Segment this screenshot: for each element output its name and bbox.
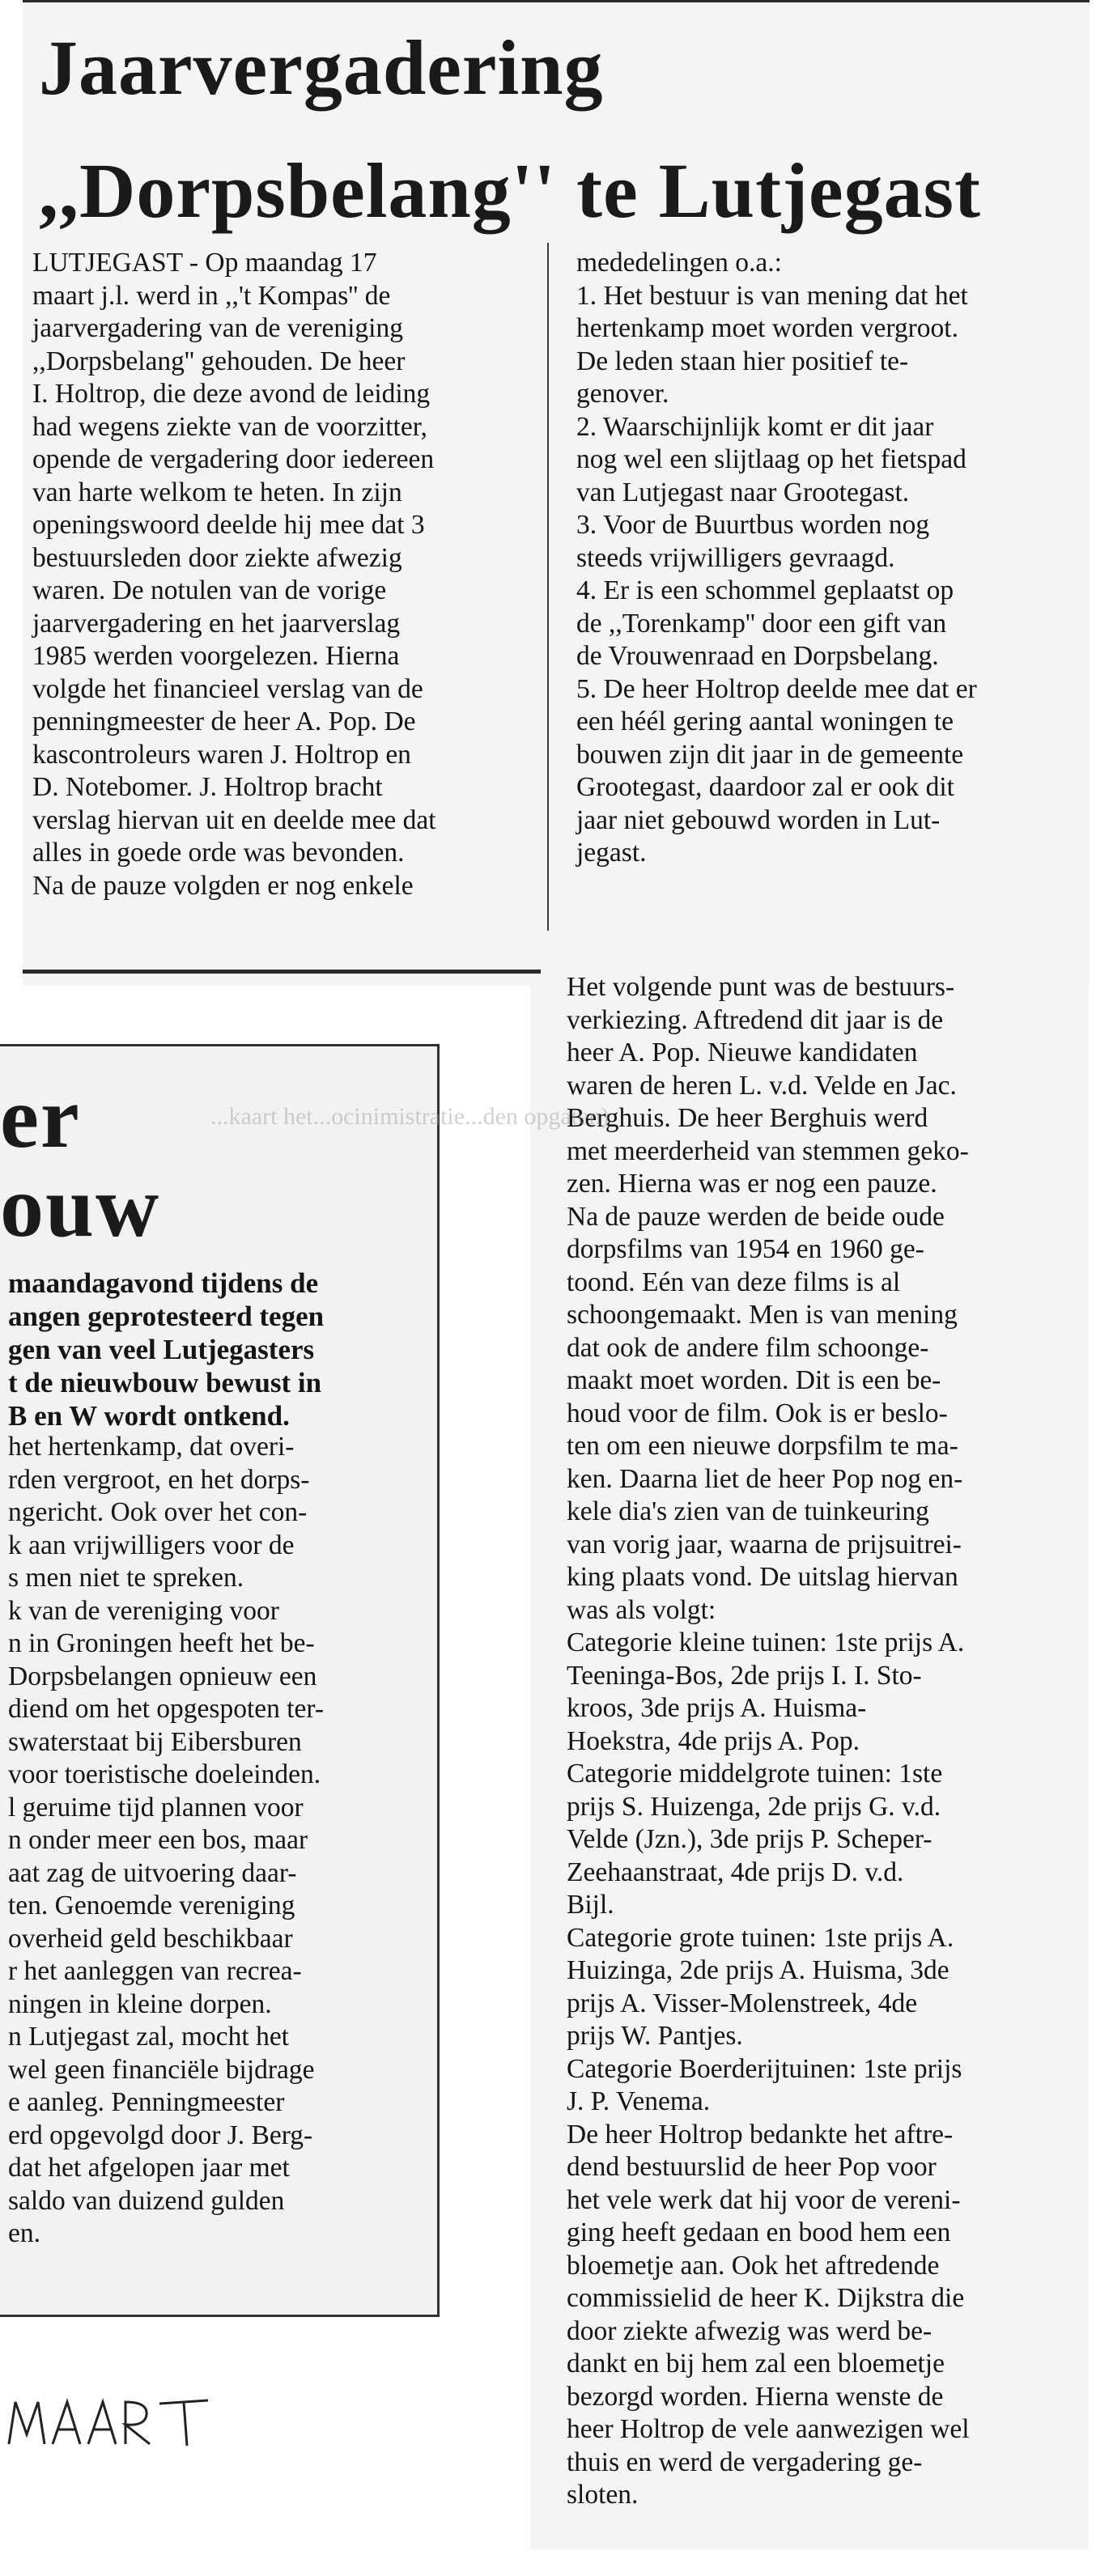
bleed-through-line: ...ocinimistratie: [312, 1103, 465, 1130]
article-text-line: was als volgt:: [567, 1594, 716, 1625]
article-text-line: genover.: [576, 379, 669, 409]
article-text-line: king plaats vond. De uitslag hiervan: [567, 1562, 958, 1592]
article-text-line: dankt en bij hem zal een bloemetje: [567, 2349, 945, 2379]
second-article-text-line: n onder meer een bos, maar: [8, 1825, 308, 1855]
article-text-line: waren de heren L. v.d. Velde en Jac.: [567, 1070, 957, 1101]
second-article-body: [8, 1431, 429, 2251]
article-text-line: jegast.: [576, 838, 647, 868]
article-text-line: openingswoord deelde hij mee dat 3: [32, 510, 425, 540]
article-text-line: door ziekte afwezig was werd be-: [567, 2315, 932, 2346]
second-article-text-line: k aan vrijwilligers voor de: [8, 1530, 295, 1560]
article-text-line: Grootegast, daardoor zal er ook dit: [576, 772, 954, 802]
article-text-line: Categorie Boerderijtuinen: 1ste prijs: [567, 2053, 962, 2084]
article-text-line: dat ook de andere film schoonge-: [567, 1332, 929, 1363]
article-text-line: De heer Holtrop bedankte het aftre-: [567, 2119, 954, 2149]
article-text-line: Teeninga-Bos, 2de prijs I. I. Sto-: [567, 1660, 922, 1691]
article-text-line: heer Holtrop de vele aanwezigen wel: [567, 2414, 970, 2444]
article-text-line: een héél gering aantal woningen te: [576, 707, 954, 736]
article-text-line: ten om een nieuwe dorpsfilm te ma-: [567, 1431, 958, 1461]
article-text-line: van harte welkom te heten. In zijn: [32, 477, 402, 507]
article-text-line: toond. Eén van deze films is al: [567, 1267, 901, 1297]
article-text-line: bloemetje aan. Ook het aftredende: [567, 2250, 940, 2281]
article-text-line: 4. Er is een schommel geplaatst op: [576, 575, 954, 605]
article-text-line: houd voor de film. Ook is er beslo-: [567, 1398, 948, 1428]
second-article-text-line: ngericht. Ook over het con-: [8, 1497, 308, 1527]
second-article-text-line: Dorpsbelangen opnieuw een: [8, 1661, 317, 1691]
article-text-line: Hoekstra, 4de prijs A. Pop.: [567, 1725, 860, 1756]
article-text-line: de ,,Torenkamp'' door een gift van: [576, 608, 947, 639]
second-article-text-line: n Lutjegast zal, mocht het: [8, 2022, 289, 2052]
second-article-text-line: r het aanleggen van recrea-: [8, 1956, 302, 1986]
second-article-text-line: s men niet te spreken.: [8, 1563, 244, 1593]
bleed-through-line: ...kaart het: [210, 1103, 313, 1130]
article-text-line: commissielid de heer K. Dijkstra die: [567, 2283, 965, 2313]
second-article-text-line: swaterstaat bij Eibersburen: [8, 1726, 302, 1757]
column-divider: [547, 243, 549, 931]
second-article-text-line: diend om het opgespoten ter-: [8, 1694, 325, 1724]
article-text-line: hertenkamp moet worden vergroot.: [576, 313, 958, 343]
article-text-line: kele dia's zien van de tuinkeuring: [567, 1496, 929, 1526]
second-article-text-line: wel geen financiële bijdrage: [8, 2054, 315, 2085]
article-column-3: [567, 971, 1068, 2512]
article-text-line: kroos, 3de prijs A. Huisma-: [567, 1693, 867, 1723]
article-text-line: maart j.l. werd in ,,'t Kompas'' de: [32, 280, 391, 311]
article-text-line: opende de vergadering door iedereen: [32, 444, 435, 474]
article-text-line: Bijl.: [567, 1890, 614, 1920]
article-text-line: van Lutjegast naar Grootegast.: [576, 477, 910, 507]
second-article-head-line-1: er: [0, 1070, 81, 1166]
bleed-through-line: ...den opgaten): [465, 1103, 610, 1130]
article-text-line: prijs S. Huizenga, 2de prijs G. v.d.: [567, 1791, 941, 1822]
article-text-line: dorpsfilms van 1954 en 1960 ge-: [567, 1234, 924, 1264]
second-article-text-line: saldo van duizend gulden: [8, 2185, 285, 2216]
article-text-line: Berghuis. De heer Berghuis werd: [567, 1103, 928, 1133]
article-text-line: het vele werk dat hij voor de vereni-: [567, 2184, 961, 2215]
second-article-lead-line: gen van veel Lutjegasters: [8, 1334, 315, 1365]
article-text-line: Categorie kleine tuinen: 1ste prijs A.: [567, 1628, 965, 1657]
article-text-line: van vorig jaar, waarna de prijsuitrei-: [567, 1529, 962, 1560]
article-text-line: maakt moet worden. Dit is een be-: [567, 1365, 941, 1395]
second-article-lead-line: maandagavond tijdens de: [8, 1267, 319, 1299]
article-text-line: nog wel een slijtlaag op het fietspad: [576, 444, 966, 474]
handwritten-stroke-icon: [4, 2387, 231, 2452]
article-text-line: Na de pauze volgden er nog enkele: [32, 870, 414, 901]
article-text-line: bouwen zijn dit jaar in de gemeente: [576, 739, 964, 770]
second-article-text-line: dat het afgelopen jaar met: [8, 2153, 290, 2183]
article-text-line: 1985 werden voorgelezen. Hierna: [32, 641, 400, 671]
second-article-text-line: k van de vereniging voor: [8, 1595, 279, 1626]
column-end-rule: [23, 970, 541, 974]
bleed-through-text: [210, 1101, 609, 1133]
second-article-text-line: l geruime tijd plannen voor: [8, 1792, 304, 1823]
article-text-line: verslag hiervan uit en deelde mee dat: [32, 804, 436, 835]
article-column-1: [32, 247, 534, 902]
article-text-line: jaarvergadering en het jaarverslag: [32, 608, 401, 639]
second-article-lead-line: angen geprotesteerd tegen: [8, 1301, 325, 1332]
article-text-line: thuis en werd de vergadering ge-: [567, 2447, 923, 2477]
article-text-line: kascontroleurs waren J. Holtrop en: [32, 739, 411, 770]
article-text-line: ,,Dorpsbelang'' gehouden. De heer: [32, 346, 406, 376]
article-text-line: Huizinga, 2de prijs A. Huisma, 3de: [567, 1955, 949, 1985]
article-text-line: penningmeester de heer A. Pop. De: [32, 707, 416, 736]
article-title-line-2: ,,Dorpsbelang'' te Lutjegast: [39, 147, 981, 234]
article-text-line: zen. Hierna was er nog een pauze.: [567, 1169, 937, 1199]
second-article-text-line: ningen in kleine dorpen.: [8, 1988, 272, 2019]
article-text-line: dend bestuurslid de heer Pop voor: [567, 2152, 937, 2182]
article-text-line: verkiezing. Aftredend dit jaar is de: [567, 1004, 944, 1035]
article-text-line: alles in goede orde was bevonden.: [32, 838, 405, 868]
article-text-line: ken. Daarna liet de heer Pop nog en-: [567, 1463, 963, 1494]
second-article-lead: [8, 1267, 429, 1432]
article-text-line: waren. De notulen van de vorige: [32, 575, 387, 605]
second-article-text-line: voor toeristische doeleinden.: [8, 1759, 321, 1789]
second-article-head-line-2: ouw: [0, 1159, 161, 1255]
article-text-line: LUTJEGAST - Op maandag 17: [32, 248, 377, 278]
second-article-text-line: het hertenkamp, dat overi-: [8, 1432, 295, 1462]
second-article-text-line: e aanleg. Penningmeester: [8, 2087, 285, 2117]
article-text-line: Categorie grote tuinen: 1ste prijs A.: [567, 1922, 954, 1953]
article-text-line: prijs W. Pantjes.: [567, 2021, 743, 2051]
article-text-line: jaarvergadering van de vereniging: [32, 313, 403, 343]
article-text-line: 3. Voor de Buurtbus worden nog: [576, 510, 930, 540]
second-article-text-line: aat zag de uitvoering daar-: [8, 1857, 297, 1888]
second-article-text-line: overheid geld beschikbaar: [8, 1923, 293, 1954]
article-text-line: met meerderheid van stemmen geko-: [567, 1135, 969, 1166]
article-text-line: mededelingen o.a.:: [576, 248, 782, 278]
article-text-line: heer A. Pop. Nieuwe kandidaten: [567, 1038, 918, 1067]
second-article-text-line: erd opgevolgd door J. Berg-: [8, 2120, 313, 2150]
second-article-text-line: rden vergroot, en het dorps-: [8, 1464, 310, 1495]
article-title-line-1: Jaarvergadering: [39, 24, 604, 111]
article-text-line: prijs A. Visser-Molenstreek, 4de: [567, 1988, 918, 2018]
article-text-line: Velde (Jzn.), 3de prijs P. Scheper-: [567, 1824, 932, 1854]
article-text-line: bestuursleden door ziekte afwezig: [32, 542, 402, 573]
second-article-text-line: n in Groningen heeft het be-: [8, 1628, 315, 1658]
article-text-line: jaar niet gebouwd worden in Lut-: [576, 804, 941, 835]
article-text-line: Het volgende punt was de bestuurs-: [567, 972, 955, 1002]
second-article-text-line: ten. Genoemde vereniging: [8, 1891, 295, 1920]
article-text-line: volgde het financieel verslag van de: [32, 673, 423, 704]
article-text-line: Categorie middelgrote tuinen: 1ste: [567, 1759, 943, 1789]
article-text-line: 5. De heer Holtrop deelde mee dat er: [576, 673, 977, 704]
second-article-text-line: en.: [8, 2218, 40, 2248]
article-text-line: steeds vrijwilligers gevraagd.: [576, 542, 895, 573]
article-text-line: Zeehaanstraat, 4de prijs D. v.d.: [567, 1857, 904, 1887]
second-article-lead-line: B en W wordt ontkend.: [8, 1400, 290, 1432]
article-text-line: ging heeft gedaan en bood hem een: [567, 2217, 951, 2247]
article-text-line: schoongemaakt. Men is van mening: [567, 1300, 958, 1330]
handwritten-note: [4, 2387, 231, 2452]
article-text-line: De leden staan hier positief te-: [576, 346, 909, 376]
article-text-line: had wegens ziekte van de voorzitter,: [32, 411, 427, 442]
article-text-line: J. P. Venema.: [567, 2086, 711, 2116]
second-article-lead-line: t de nieuwbouw bewust in: [8, 1367, 322, 1398]
article-text-line: 1. Het bestuur is van mening dat het: [576, 280, 968, 311]
article-text-line: Na de pauze werden de beide oude: [567, 1201, 945, 1232]
article-text-line: 2. Waarschijnlijk komt er dit jaar: [576, 411, 934, 442]
article-text-line: D. Notebomer. J. Holtrop bracht: [32, 772, 383, 802]
article-column-2: [576, 247, 1078, 870]
article-text-line: de Vrouwenraad en Dorpsbelang.: [576, 641, 939, 671]
article-text-line: I. Holtrop, die deze avond de leiding: [32, 379, 431, 409]
clipping-top-border: [0, 1044, 437, 1046]
article-text-line: sloten.: [567, 2480, 639, 2510]
article-text-line: bezorgd worden. Hierna wenste de: [567, 2381, 944, 2412]
